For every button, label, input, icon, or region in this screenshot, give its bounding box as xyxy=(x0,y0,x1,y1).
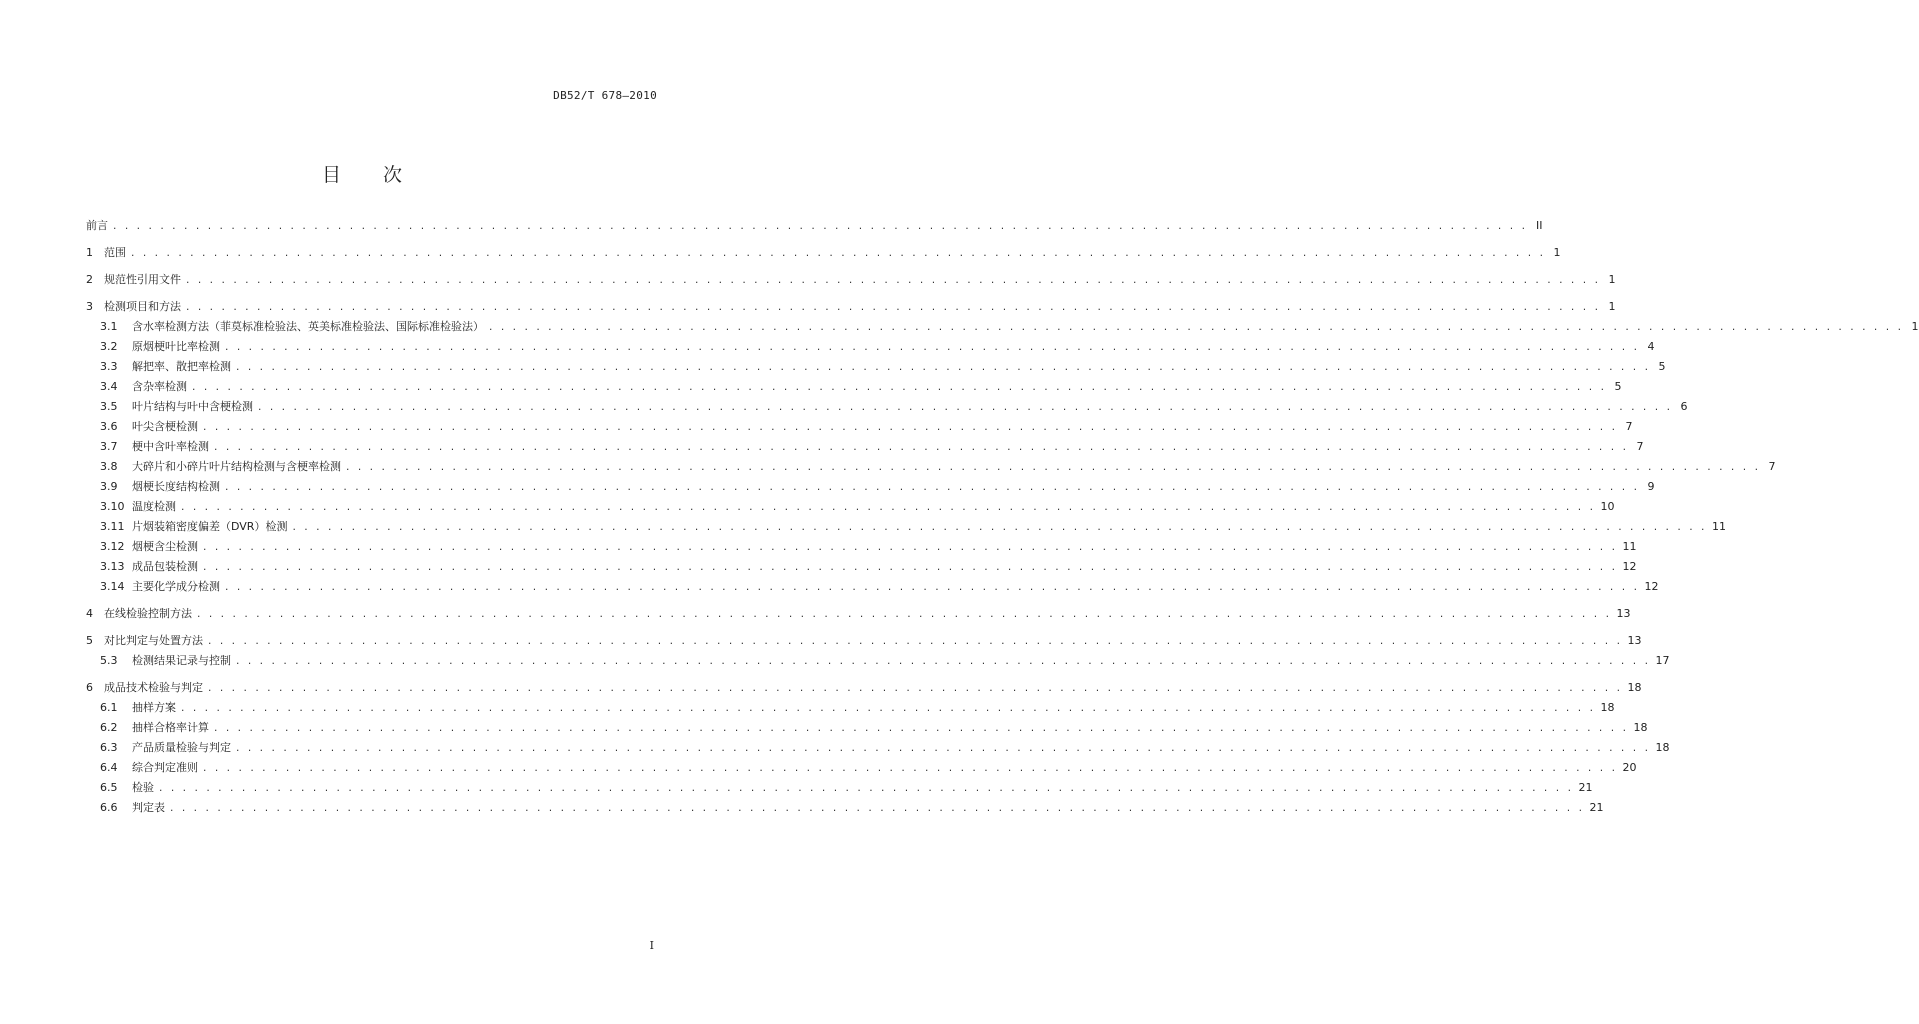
toc-entry-number: 3.13 xyxy=(100,560,125,573)
title-char-2: 次 xyxy=(383,164,403,186)
toc-entry-number: 3 xyxy=(86,300,93,313)
toc-dot-leader: . . . . . . . . . . . . . . . . . . . . . . . . . . . . . . . . . . . . . . . . . . . . . . . . . . . . . . . . . . . . . . . . . . . . . . . . . . . . . . . . . . . . . . . . . . . . . . . . . . . . . . . . . . . . . . . . . . . . . . . . xyxy=(158,784,1573,794)
toc-entry-number: 3.1 xyxy=(100,320,118,333)
toc-entry[interactable] xyxy=(86,761,1637,776)
toc-entry-label xyxy=(86,607,192,621)
toc-entry[interactable] xyxy=(86,701,1615,716)
toc-entry-page: 7 xyxy=(1625,420,1633,433)
toc-entry-text: 在线检验控制方法 xyxy=(104,607,192,620)
toc-entry-label xyxy=(100,654,231,668)
toc-entry-label xyxy=(100,540,198,554)
toc-dot-leader: . . . . . . . . . . . . . . . . . . . . . . . . . . . . . . . . . . . . . . . . . . . . . . . . . . . . . . . . . . . . . . . . . . . . . . . . . . . . . . . . . . . . . . . . . . . . . . . . . . . . . . . . . . . . . . . . . . . . . . . . xyxy=(202,423,1617,433)
toc-entry-text: 含杂率检测 xyxy=(132,380,187,393)
toc-entry[interactable] xyxy=(86,681,1642,696)
toc-entry-text: 范围 xyxy=(104,246,126,259)
toc-entry-page: 17 xyxy=(1655,654,1670,667)
toc-entry-label xyxy=(100,360,231,374)
toc-entry-page: 6 xyxy=(1680,400,1688,413)
toc-entry-number: 3.9 xyxy=(100,480,118,493)
toc-entry-text: 烟梗含尘检测 xyxy=(132,540,198,553)
toc-entry-label xyxy=(100,781,154,795)
toc-entry-page: 1 xyxy=(1553,246,1561,259)
toc-dot-leader: . . . . . . . . . . . . . . . . . . . . . . . . . . . . . . . . . . . . . . . . . . . . . . . . . . . . . . . . . . . . . . . . . . . . . . . . . . . . . . . . . . . . . . . . . . . . . . . . . . . . . . . . . . . . . . . . . . . . . . . . xyxy=(213,443,1628,453)
toc-dot-leader: . . . . . . . . . . . . . . . . . . . . . . . . . . . . . . . . . . . . . . . . . . . . . . . . . . . . . . . . . . . . . . . . . . . . . . . . . . . . . . . . . . . . . . . . . . . . . . . . . . . . . . . . . . . . . . . . . . . . . . . . xyxy=(202,764,1617,774)
toc-dot-leader: . . . . . . . . . . . . . . . . . . . . . . . . . . . . . . . . . . . . . . . . . . . . . . . . . . . . . . . . . . . . . . . . . . . . . . . . . . . . . . . . . . . . . . . . . . . . . . . . . . . . . . . . . . . . . . . . . . . . . . . . xyxy=(191,383,1606,393)
toc-entry-label xyxy=(100,801,165,815)
toc-entry-number: 6.1 xyxy=(100,701,118,714)
toc-entry-label xyxy=(86,219,108,233)
toc-entry-number: 4 xyxy=(86,607,93,620)
toc-dot-leader: . . . . . . . . . . . . . . . . . . . . . . . . . . . . . . . . . . . . . . . . . . . . . . . . . . . . . . . . . . . . . . . . . . . . . . . . . . . . . . . . . . . . . . . . . . . . . . . . . . . . . . . . . . . . . . . . . . . . . . . . xyxy=(257,403,1672,413)
toc-entry-text: 原烟梗叶比率检测 xyxy=(132,340,220,353)
toc-entry-number: 6.6 xyxy=(100,801,118,814)
toc-entry-page: 21 xyxy=(1589,801,1604,814)
toc-entry-label xyxy=(86,634,203,648)
toc-entry-page: 12 xyxy=(1644,580,1659,593)
toc-entry-page: 10 xyxy=(1600,500,1615,513)
toc-entry-label xyxy=(100,480,220,494)
toc-entry-label xyxy=(100,500,176,514)
toc-entry-label xyxy=(100,380,187,394)
toc-dot-leader: . . . . . . . . . . . . . . . . . . . . . . . . . . . . . . . . . . . . . . . . . . . . . . . . . . . . . . . . . . . . . . . . . . . . . . . . . . . . . . . . . . . . . . . . . . . . . . . . . . . . . . . . . . . . . . . . . . . . . . . . xyxy=(235,744,1650,754)
toc-dot-leader: . . . . . . . . . . . . . . . . . . . . . . . . . . . . . . . . . . . . . . . . . . . . . . . . . . . . . . . . . . . . . . . . . . . . . . . . . . . . . . . . . . . . . . . . . . . . . . . . . . . . . . . . . . . . . . . . . . . . . . . . xyxy=(185,303,1600,313)
toc-entry[interactable] xyxy=(86,400,1688,415)
toc-entry[interactable] xyxy=(86,500,1615,515)
toc-entry-text: 片烟装箱密度偏差（DVR）检测 xyxy=(132,520,288,533)
toc-entry-number: 6 xyxy=(86,681,93,694)
toc-entry-page: 7 xyxy=(1768,460,1776,473)
toc-dot-leader: . . . . . . . . . . . . . . . . . . . . . . . . . . . . . . . . . . . . . . . . . . . . . . . . . . . . . . . . . . . . . . . . . . . . . . . . . . . . . . . . . . . . . . . . . . . . . . . . . . . . . . . . . . . . . . . . . . . . . . . . xyxy=(180,503,1595,513)
toc-entry[interactable] xyxy=(86,380,1622,395)
toc-entry-text: 规范性引用文件 xyxy=(104,273,181,286)
toc-entry[interactable] xyxy=(86,460,1776,475)
toc-entry-number: 3.2 xyxy=(100,340,118,353)
toc-entry-number: 3.11 xyxy=(100,520,125,533)
toc-entry[interactable] xyxy=(86,440,1644,455)
toc-entry-page: 1 xyxy=(1911,320,1919,333)
toc-dot-leader: . . . . . . . . . . . . . . . . . . . . . . . . . . . . . . . . . . . . . . . . . . . . . . . . . . . . . . . . . . . . . . . . . . . . . . . . . . . . . . . . . . . . . . . . . . . . . . . . . . . . . . . . . . . . . . . . . . . . . . . . xyxy=(130,249,1545,259)
toc-entry-page: 11 xyxy=(1711,520,1726,533)
toc-entry-number: 2 xyxy=(86,273,93,286)
toc-entry-text: 对比判定与处置方法 xyxy=(104,634,203,647)
toc-entry-text: 解把率、散把率检测 xyxy=(132,360,231,373)
toc-entry[interactable] xyxy=(86,273,1616,288)
toc-entry-text: 检测项目和方法 xyxy=(104,300,181,313)
toc-entry-number: 3.4 xyxy=(100,380,118,393)
toc-entry-page: 7 xyxy=(1636,440,1644,453)
toc-entry[interactable] xyxy=(86,634,1642,649)
toc-entry-page: 1 xyxy=(1608,273,1616,286)
toc-entry-label xyxy=(100,520,287,534)
toc-entry-label xyxy=(100,761,198,775)
toc-entry-label xyxy=(100,741,231,755)
toc-entry-text: 抽样方案 xyxy=(132,701,176,714)
toc-entry[interactable] xyxy=(86,741,1670,756)
toc-entry-label xyxy=(86,273,181,287)
toc-entry[interactable] xyxy=(86,781,1593,796)
toc-entry-number: 3.8 xyxy=(100,460,118,473)
toc-entry-number: 3.10 xyxy=(100,500,125,513)
page-number: I xyxy=(649,939,654,952)
toc-entry-text: 前言 xyxy=(86,219,108,232)
toc-entry-label xyxy=(86,300,181,314)
toc-entry-label xyxy=(100,701,176,715)
toc-entry-label xyxy=(100,560,198,574)
toc-entry-text: 抽样合格率计算 xyxy=(132,721,209,734)
toc-entry-number: 3.3 xyxy=(100,360,118,373)
toc-entry-label xyxy=(86,681,203,695)
toc-entry-number: 6.2 xyxy=(100,721,118,734)
standard-code: DB52/T 678—2010 xyxy=(553,89,657,102)
toc-dot-leader: . . . . . . . . . . . . . . . . . . . . . . . . . . . . . . . . . . . . . . . . . . . . . . . . . . . . . . . . . . . . . . . . . . . . . . . . . . . . . . . . . . . . . . . . . . . . . . . . . . . . . . . . . . . . . . . . . . . . . . . . xyxy=(207,637,1622,647)
toc-entry-number: 3.5 xyxy=(100,400,118,413)
toc-entry-page: 13 xyxy=(1616,607,1631,620)
toc-entry[interactable] xyxy=(86,540,1637,555)
toc-entry-text: 判定表 xyxy=(132,801,165,814)
toc-entry-label xyxy=(100,580,220,594)
toc-dot-leader: . . . . . . . . . . . . . . . . . . . . . . . . . . . . . . . . . . . . . . . . . . . . . . . . . . . . . . . . . . . . . . . . . . . . . . . . . . . . . . . . . . . . . . . . . . . . . . . . . . . . . . . . . . . . . . . . . . . . . . . . xyxy=(235,363,1650,373)
toc-dot-leader: . . . . . . . . . . . . . . . . . . . . . . . . . . . . . . . . . . . . . . . . . . . . . . . . . . . . . . . . . . . . . . . . . . . . . . . . . . . . . . . . . . . . . . . . . . . . . . . . . . . . . . . . . . . . . . . . . . . . . . . . xyxy=(224,583,1639,593)
toc-entry-number: 3.7 xyxy=(100,440,118,453)
title-char-1: 目 xyxy=(321,164,341,186)
toc-entry[interactable] xyxy=(86,654,1670,669)
toc-entry[interactable] xyxy=(86,320,1919,335)
toc-entry[interactable] xyxy=(86,340,1655,355)
toc-dot-leader: . . . . . . . . . . . . . . . . . . . . . . . . . . . . . . . . . . . . . . . . . . . . . . . . . . . . . . . . . . . . . . . . . . . . . . . . . . . . . . . . . . . . . . . . . . . . . . . . . . . . . . . . . . . . . . . . . . . . . . . . xyxy=(488,323,1903,333)
toc-entry[interactable] xyxy=(86,219,1543,234)
toc-dot-leader: . . . . . . . . . . . . . . . . . . . . . . . . . . . . . . . . . . . . . . . . . . . . . . . . . . . . . . . . . . . . . . . . . . . . . . . . . . . . . . . . . . . . . . . . . . . . . . . . . . . . . . . . . . . . . . . . . . . . . . . . xyxy=(235,657,1650,667)
toc-entry[interactable] xyxy=(86,801,1604,816)
toc-entry-text: 产品质量检验与判定 xyxy=(132,741,231,754)
toc-entry-page: 18 xyxy=(1655,741,1670,754)
toc-entry-page: 9 xyxy=(1647,480,1655,493)
toc-entry-text: 成品包装检测 xyxy=(132,560,198,573)
toc-entry-text: 检测结果记录与控制 xyxy=(132,654,231,667)
toc-dot-leader: . . . . . . . . . . . . . . . . . . . . . . . . . . . . . . . . . . . . . . . . . . . . . . . . . . . . . . . . . . . . . . . . . . . . . . . . . . . . . . . . . . . . . . . . . . . . . . . . . . . . . . . . . . . . . . . . . . . . . . . . xyxy=(224,483,1639,493)
toc-entry-page: 5 xyxy=(1658,360,1666,373)
toc-entry-text: 叶片结构与叶中含梗检测 xyxy=(132,400,253,413)
toc-entry-label xyxy=(86,246,126,260)
toc-entry-page: 21 xyxy=(1578,781,1593,794)
toc-dot-leader: . . . . . . . . . . . . . . . . . . . . . . . . . . . . . . . . . . . . . . . . . . . . . . . . . . . . . . . . . . . . . . . . . . . . . . . . . . . . . . . . . . . . . . . . . . . . . . . . . . . . . . . . . . . . . . . . . . . . . . . . xyxy=(224,343,1639,353)
toc-entry[interactable] xyxy=(86,246,1561,261)
toc-dot-leader: . . . . . . . . . . . . . . . . . . . . . . . . . . . . . . . . . . . . . . . . . . . . . . . . . . . . . . . . . . . . . . . . . . . . . . . . . . . . . . . . . . . . . . . . . . . . . . . . . . . . . . . . . . . . . . . . . . . . . . . . xyxy=(185,276,1600,286)
toc-entry-number: 5 xyxy=(86,634,93,647)
toc-entry-page: 18 xyxy=(1633,721,1648,734)
toc-entry-label xyxy=(100,320,484,334)
toc-entry-number: 3.14 xyxy=(100,580,125,593)
toc-entry[interactable] xyxy=(86,721,1648,736)
toc-entry-number: 6.5 xyxy=(100,781,118,794)
toc-entry-page: II xyxy=(1536,219,1543,232)
toc-entry-text: 烟梗长度结构检测 xyxy=(132,480,220,493)
toc-entry[interactable] xyxy=(86,520,1726,535)
toc-dot-leader: . . . . . . . . . . . . . . . . . . . . . . . . . . . . . . . . . . . . . . . . . . . . . . . . . . . . . . . . . . . . . . . . . . . . . . . . . . . . . . . . . . . . . . . . . . . . . . . . . . . . . . . . . . . . . . . . . . . . . . . . xyxy=(202,563,1617,573)
toc-entry-page: 13 xyxy=(1627,634,1642,647)
toc-entry-number: 3.6 xyxy=(100,420,118,433)
toc-entry[interactable] xyxy=(86,360,1666,375)
toc-entry-page: 18 xyxy=(1627,681,1642,694)
toc-entry-label xyxy=(100,440,209,454)
toc-dot-leader: . . . . . . . . . . . . . . . . . . . . . . . . . . . . . . . . . . . . . . . . . . . . . . . . . . . . . . . . . . . . . . . . . . . . . . . . . . . . . . . . . . . . . . . . . . . . . . . . . . . . . . . . . . . . . . . . . . . . . . . . xyxy=(196,610,1611,620)
toc-entry-text: 主要化学成分检测 xyxy=(132,580,220,593)
toc-entry-page: 20 xyxy=(1622,761,1637,774)
page-title xyxy=(0,160,724,187)
toc-entry-label xyxy=(100,460,341,474)
toc-entry-text: 成品技术检验与判定 xyxy=(104,681,203,694)
toc-entry-text: 含水率检测方法（菲莫标准检验法、英美标准检验法、国际标准检验法） xyxy=(132,320,484,333)
toc-entry-text: 叶尖含梗检测 xyxy=(132,420,198,433)
toc-dot-leader: . . . . . . . . . . . . . . . . . . . . . . . . . . . . . . . . . . . . . . . . . . . . . . . . . . . . . . . . . . . . . . . . . . . . . . . . . . . . . . . . . . . . . . . . . . . . . . . . . . . . . . . . . . . . . . . . . . . . . . . . xyxy=(202,543,1617,553)
toc-entry-number: 1 xyxy=(86,246,93,259)
toc-entry-text: 综合判定准则 xyxy=(132,761,198,774)
toc-entry-label xyxy=(100,420,198,434)
toc-entry[interactable] xyxy=(86,607,1631,622)
toc-dot-leader: . . . . . . . . . . . . . . . . . . . . . . . . . . . . . . . . . . . . . . . . . . . . . . . . . . . . . . . . . . . . . . . . . . . . . . . . . . . . . . . . . . . . . . . . . . . . . . . . . . . . . . . . . . . . . . . . . . . . . . . . xyxy=(291,523,1706,533)
toc-entry-number: 5.3 xyxy=(100,654,118,667)
table-of-contents xyxy=(86,219,1919,816)
toc-entry-page: 1 xyxy=(1608,300,1616,313)
toc-entry[interactable] xyxy=(86,560,1637,575)
toc-entry-label xyxy=(100,340,220,354)
toc-entry-text: 大碎片和小碎片叶片结构检测与含梗率检测 xyxy=(132,460,341,473)
toc-entry[interactable] xyxy=(86,480,1655,495)
toc-entry-label xyxy=(100,721,209,735)
toc-entry-text: 梗中含叶率检测 xyxy=(132,440,209,453)
toc-entry-text: 温度检测 xyxy=(132,500,176,513)
toc-entry[interactable] xyxy=(86,580,1659,595)
toc-dot-leader: . . . . . . . . . . . . . . . . . . . . . . . . . . . . . . . . . . . . . . . . . . . . . . . . . . . . . . . . . . . . . . . . . . . . . . . . . . . . . . . . . . . . . . . . . . . . . . . . . . . . . . . . . . . . . . . . . . . . . . . . xyxy=(169,804,1584,814)
toc-dot-leader: . . . . . . . . . . . . . . . . . . . . . . . . . . . . . . . . . . . . . . . . . . . . . . . . . . . . . . . . . . . . . . . . . . . . . . . . . . . . . . . . . . . . . . . . . . . . . . . . . . . . . . . . . . . . . . . . . . . . . . . . xyxy=(112,222,1527,232)
toc-entry[interactable] xyxy=(86,300,1616,315)
toc-dot-leader: . . . . . . . . . . . . . . . . . . . . . . . . . . . . . . . . . . . . . . . . . . . . . . . . . . . . . . . . . . . . . . . . . . . . . . . . . . . . . . . . . . . . . . . . . . . . . . . . . . . . . . . . . . . . . . . . . . . . . . . . xyxy=(180,704,1595,714)
toc-entry-page: 12 xyxy=(1622,560,1637,573)
toc-dot-leader: . . . . . . . . . . . . . . . . . . . . . . . . . . . . . . . . . . . . . . . . . . . . . . . . . . . . . . . . . . . . . . . . . . . . . . . . . . . . . . . . . . . . . . . . . . . . . . . . . . . . . . . . . . . . . . . . . . . . . . . . xyxy=(213,724,1628,734)
toc-dot-leader: . . . . . . . . . . . . . . . . . . . . . . . . . . . . . . . . . . . . . . . . . . . . . . . . . . . . . . . . . . . . . . . . . . . . . . . . . . . . . . . . . . . . . . . . . . . . . . . . . . . . . . . . . . . . . . . . . . . . . . . . xyxy=(207,684,1622,694)
toc-entry-page: 11 xyxy=(1622,540,1637,553)
toc-entry-page: 18 xyxy=(1600,701,1615,714)
toc-entry-number: 3.12 xyxy=(100,540,125,553)
toc-entry-text: 检验 xyxy=(132,781,154,794)
toc-entry-number: 6.4 xyxy=(100,761,118,774)
toc-entry-number: 6.3 xyxy=(100,741,118,754)
toc-entry-page: 4 xyxy=(1647,340,1655,353)
toc-entry-page: 5 xyxy=(1614,380,1622,393)
toc-dot-leader: . . . . . . . . . . . . . . . . . . . . . . . . . . . . . . . . . . . . . . . . . . . . . . . . . . . . . . . . . . . . . . . . . . . . . . . . . . . . . . . . . . . . . . . . . . . . . . . . . . . . . . . . . . . . . . . . . . . . . . . . xyxy=(345,463,1760,473)
toc-entry[interactable] xyxy=(86,420,1633,435)
toc-entry-label xyxy=(100,400,253,414)
